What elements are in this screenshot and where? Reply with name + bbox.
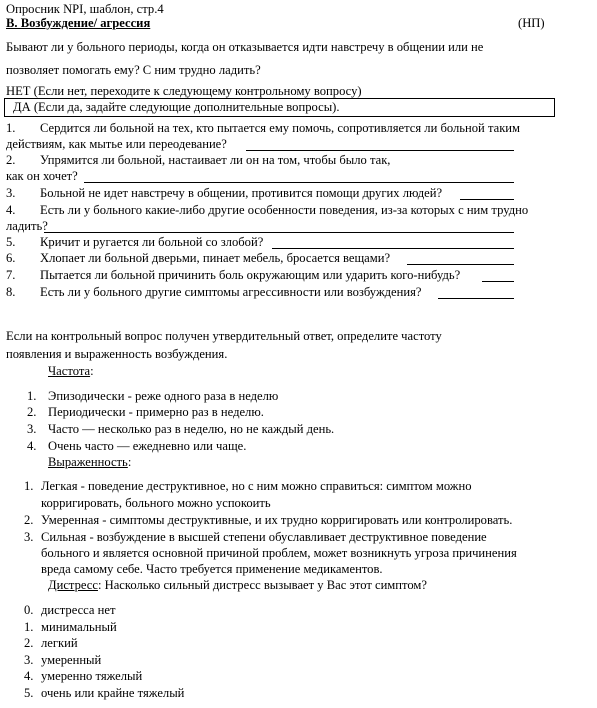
followup-line2: появления и выраженность возбуждения. <box>6 347 228 361</box>
distress-number: 4. <box>24 669 34 683</box>
frequency-option[interactable]: Эпизодически - реже одного раза в неделю <box>48 389 279 403</box>
distress-number: 3. <box>24 653 34 667</box>
answer-blank[interactable] <box>438 298 514 299</box>
subquestion-text: Есть ли у больного другие симптомы агрессивности или возбуждения? <box>40 285 422 299</box>
yes-option-box[interactable] <box>4 98 555 117</box>
no-option[interactable]: НЕТ (Если нет, переходите к следующему контрольному вопросу) <box>6 84 362 98</box>
distress-option[interactable]: умеренный <box>41 653 102 667</box>
yes-option: ДА (Если да, задайте следующие дополнительные вопросы). <box>13 100 340 114</box>
answer-blank[interactable] <box>482 281 514 282</box>
subquestion-number: 7. <box>6 268 16 282</box>
answer-blank[interactable] <box>272 248 514 249</box>
subquestion-text: Хлопает ли больной дверьми, пинает мебель, бросается вещами? <box>40 251 391 265</box>
subquestion-number: 8. <box>6 285 16 299</box>
subquestion-text: Больной не идет навстречу в общении, противится помощи других людей? <box>40 186 443 200</box>
subquestion-text: Сердится ли больной на тех, кто пытается ему помочь, сопротивляется ли больной таким <box>40 121 521 135</box>
subquestion-number: 6. <box>6 251 16 265</box>
subquestion-number: 5. <box>6 235 16 249</box>
severity-option-line[interactable]: Сильная - возбуждение в высшей степени обуславливает деструктивное поведение <box>41 530 487 544</box>
severity-option-line[interactable]: корригировать, больного можно успокоить <box>41 496 271 510</box>
frequency-number: 1. <box>27 389 37 403</box>
severity-option-line[interactable]: Легкая - поведение деструктивное, но с ним можно справиться: симптом можно <box>41 479 472 493</box>
distress-number: 1. <box>24 620 34 634</box>
distress-option[interactable]: умеренно тяжелый <box>41 669 143 683</box>
severity-number: 2. <box>24 513 34 527</box>
distress-heading: Дистресс: Насколько сильный дистресс вызывает у Вас этот симптом? <box>48 578 427 592</box>
answer-blank[interactable] <box>460 199 514 200</box>
distress-option[interactable]: очень или крайне тяжелый <box>41 686 185 700</box>
distress-option[interactable]: дистресса нет <box>41 603 116 617</box>
screening-question-line1: Бывают ли у больного периоды, когда он отказывается идти навстречу в общении или не <box>6 40 484 54</box>
screening-question-line2: позволяет помогать ему? С ним трудно ладить? <box>6 63 261 77</box>
answer-blank[interactable] <box>84 182 514 183</box>
subquestion-number: 1. <box>6 121 16 135</box>
frequency-number: 4. <box>27 439 37 453</box>
subquestion-text: Есть ли у больного какие-либо другие особенности поведения, из-за которых с ним трудно <box>40 203 529 217</box>
frequency-number: 3. <box>27 422 37 436</box>
frequency-heading: Частота: <box>48 364 94 378</box>
severity-option-line[interactable]: вреда самому себе. Часто требуется применение медикаментов. <box>41 562 383 576</box>
severity-number: 1. <box>24 479 34 493</box>
subquestion-text: Кричит и ругается ли больной со злобой? <box>40 235 264 249</box>
frequency-option[interactable]: Часто — несколько раз в неделю, но не каждый день. <box>48 422 335 436</box>
distress-option[interactable]: минимальный <box>41 620 117 634</box>
severity-heading: Выраженность: <box>48 455 132 469</box>
section-code: (НП) <box>518 16 545 30</box>
subquestion-text: Упрямится ли больной, настаивает ли он на том, чтобы было так, <box>40 153 391 167</box>
severity-option-line[interactable]: больного и является основной причиной проблем, может возникнуть угроза причинения <box>41 546 517 560</box>
subquestion-text: ладить? <box>6 219 48 233</box>
page-header: Опросник NPI, шаблон, стр.4 <box>6 2 164 16</box>
subquestion-text: Пытается ли больной причинить боль окружающим или ударить кого-нибудь? <box>40 268 461 282</box>
followup-line1: Если на контрольный вопрос получен утвердительный ответ, определите частоту <box>6 329 442 343</box>
severity-option-line[interactable]: Умеренная - симптомы деструктивные, и их трудно корригировать или контролировать. <box>41 513 513 527</box>
subquestion-number: 2. <box>6 153 16 167</box>
subquestion-number: 3. <box>6 186 16 200</box>
answer-blank[interactable] <box>407 264 514 265</box>
distress-number: 5. <box>24 686 34 700</box>
subquestion-text: действиям, как мытье или переодевание? <box>6 137 227 151</box>
subquestion-number: 4. <box>6 203 16 217</box>
distress-number: 2. <box>24 636 34 650</box>
severity-number: 3. <box>24 530 34 544</box>
distress-option[interactable]: легкий <box>41 636 78 650</box>
frequency-number: 2. <box>27 405 37 419</box>
subquestion-text: как он хочет? <box>6 169 78 183</box>
frequency-option[interactable]: Периодически - примерно раз в неделю. <box>48 405 264 419</box>
frequency-option[interactable]: Очень часто — ежедневно или чаще. <box>48 439 247 453</box>
answer-blank[interactable] <box>246 150 514 151</box>
answer-blank[interactable] <box>44 232 514 233</box>
distress-number: 0. <box>24 603 34 617</box>
section-title: B. Возбуждение/ агрессия <box>6 16 151 30</box>
